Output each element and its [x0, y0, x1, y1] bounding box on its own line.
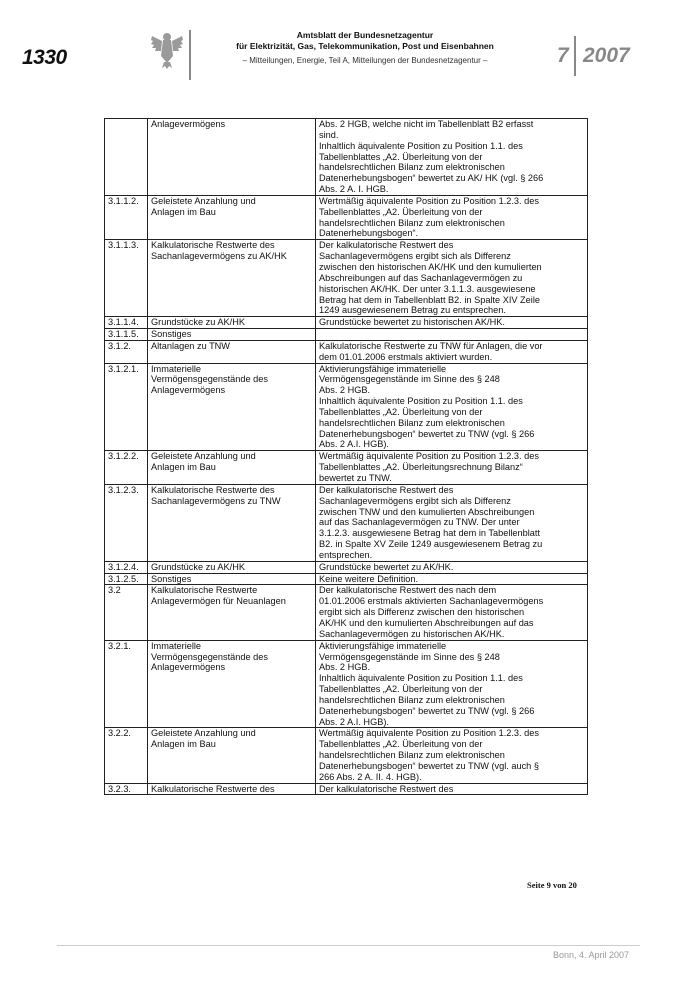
- definition-line: Abs. 2 A.I. HGB).: [319, 439, 389, 450]
- item-line: Kalkulatorische Restwerte des: [151, 240, 275, 251]
- row-definition: [316, 585, 588, 640]
- item-line: Anlagen im Bau: [151, 462, 216, 473]
- row-definition: [316, 240, 588, 317]
- item-line: Sonstiges: [151, 329, 192, 340]
- definition-line: Der kalkulatorische Restwert des: [319, 484, 454, 495]
- definition-line: Abs. 2 HGB, welche nicht im Tabellenblatt B2 erfasst: [319, 119, 534, 129]
- issue-year: 2007: [583, 44, 630, 67]
- item-line: Kalkulatorische Restwerte des: [151, 783, 275, 794]
- definition-line: Aktivierungsfähige immaterielle: [319, 640, 447, 651]
- row-definition: [316, 119, 588, 196]
- row-definition: [316, 329, 588, 341]
- row-item: [148, 728, 316, 783]
- definitions-table: [104, 118, 588, 795]
- item-line: Immaterielle: [151, 363, 202, 374]
- definition-line: Inhaltlich äquivalente Position zu Position 1.1. des: [319, 396, 523, 407]
- row-definition: [316, 573, 588, 585]
- row-definition: [316, 195, 588, 239]
- table-row: [105, 484, 588, 561]
- row-number: 3.1.2.: [105, 340, 148, 363]
- definition-line: Sachanlagevermögens ergibt sich als Differenz: [319, 495, 511, 506]
- definition-line: ergibt sich als Differenz zwischen den historischen: [319, 607, 525, 618]
- row-number: 3.1.1.4.: [105, 317, 148, 329]
- definition-line: Datenerhebungsbogen“ bewertet zu TNW (vgl. § 266: [319, 428, 535, 439]
- row-number: 3.1.2.3.: [105, 484, 148, 561]
- item-line: Sonstiges: [151, 573, 192, 584]
- table-row: [105, 561, 588, 573]
- table-row: [105, 640, 588, 728]
- definition-line: Kalkulatorische Restwerte zu TNW für Anlagen, die vor: [319, 340, 543, 351]
- table-row: [105, 329, 588, 341]
- definition-line: Abs. 2 A.I. HGB).: [319, 716, 389, 727]
- item-line: Vermögensgegenstände des: [151, 651, 268, 662]
- row-definition: [316, 451, 588, 485]
- item-line: Kalkulatorische Restwerte: [151, 585, 258, 596]
- federal-eagle-icon: [150, 30, 184, 70]
- table-row: [105, 363, 588, 451]
- table-row: [105, 317, 588, 329]
- definition-line: Wertmäßig äquivalente Position zu Position 1.2.3. des: [319, 195, 539, 206]
- row-number: 3.1.1.5.: [105, 329, 148, 341]
- definition-line: Sachanlagevermögen zu historischen AK/HK.: [319, 628, 505, 639]
- definition-line: Wertmäßig äquivalente Position zu Position 1.2.3. des: [319, 451, 539, 462]
- definition-line: Abschreibungen auf das Sachanlagevermögen zu: [319, 272, 523, 283]
- row-item: [148, 585, 316, 640]
- definition-line: B2. in Spalte XV Zeile 1249 ausgewiesenem Betrag zu: [319, 539, 543, 550]
- row-definition: [316, 640, 588, 728]
- gazette-title: Amtsblatt der Bundesnetzagentur: [296, 30, 434, 40]
- item-line: Kalkulatorische Restwerte des: [151, 484, 275, 495]
- item-line: Geleistete Anzahlung und: [151, 195, 256, 206]
- row-item: [148, 329, 316, 341]
- definition-line: Tabellenblattes „A2. Überleitung von der: [319, 151, 483, 162]
- definition-line: Inhaltlich äquivalente Position zu Position 1.1. des: [319, 140, 523, 151]
- issue-divider: [574, 36, 576, 76]
- row-number: 3.1.1.3.: [105, 240, 148, 317]
- definition-line: Datenerhebungsbogen“ bewertet zu TNW (vgl. auch §: [319, 760, 539, 771]
- definition-line: handelsrechtlichen Bilanz zum elektronischen: [319, 162, 505, 173]
- row-number: 3.1.2.5.: [105, 573, 148, 585]
- definition-line: entsprechen.: [319, 549, 373, 560]
- row-definition: [316, 317, 588, 329]
- item-line: Sachanlagevermögens zu TNW: [151, 495, 281, 506]
- row-item: [148, 195, 316, 239]
- row-number: 3.1.2.4.: [105, 561, 148, 573]
- row-item: [148, 561, 316, 573]
- definition-line: Datenerhebungsbogen“ bewertet zu TNW (vgl. § 266: [319, 705, 535, 716]
- definition-line: AK/HK und den kumulierten Abschreibungen auf das: [319, 617, 534, 628]
- definition-line: 3.1.2.3. ausgewiesene Betrag hat dem in Tabellenblatt: [319, 528, 540, 539]
- item-line: Anlagevermögens: [151, 385, 226, 396]
- row-definition: [316, 783, 588, 795]
- footer-date: Bonn, 4. April 2007: [553, 950, 630, 960]
- row-item: [148, 451, 316, 485]
- definition-line: Inhaltlich äquivalente Position zu Position 1.1. des: [319, 673, 523, 684]
- definition-line: sind.: [319, 129, 339, 140]
- table-row: [105, 340, 588, 363]
- row-definition: [316, 484, 588, 561]
- item-line: Grundstücke zu AK/HK: [151, 317, 245, 328]
- definition-line: Wertmäßig äquivalente Position zu Position 1.2.3. des: [319, 728, 539, 739]
- row-definition: [316, 561, 588, 573]
- page-number: 1330: [22, 46, 67, 69]
- table-row: [105, 451, 588, 485]
- issue-number: 7: [557, 44, 569, 67]
- definition-line: Keine weitere Definition.: [319, 573, 419, 584]
- definition-line: Tabellenblattes „A2. Überleitung von der: [319, 206, 483, 217]
- item-line: Geleistete Anzahlung und: [151, 451, 256, 462]
- definition-line: Sachanlagevermögens ergibt sich als Differenz: [319, 251, 511, 262]
- definition-line: bewertet zu TNW.: [319, 473, 392, 483]
- table-row: [105, 783, 588, 795]
- row-item: [148, 240, 316, 317]
- definition-line: handelsrechtlichen Bilanz zum elektronischen: [319, 694, 505, 705]
- definition-line: handelsrechtlichen Bilanz zum elektronischen: [319, 217, 505, 228]
- definition-line: Aktivierungsfähige immaterielle: [319, 363, 447, 374]
- definition-line: Vermögensgegenstände im Sinne des § 248: [319, 651, 500, 662]
- definition-line: Datenerhebungsbogen“ bewertet zu AK/ HK (vgl. § 266: [319, 173, 544, 184]
- definition-line: handelsrechtlichen Bilanz zum elektronischen: [319, 417, 505, 428]
- item-line: Immaterielle: [151, 640, 202, 651]
- definition-line: Der kalkulatorische Restwert des: [319, 783, 454, 794]
- definition-line: zwischen den historischen AK/HK und den kumulierten: [319, 261, 542, 272]
- item-line: Anlagen im Bau: [151, 206, 216, 217]
- gazette-title-line2: für Elektrizität, Gas, Telekommunikation, Post und Eisenbahnen: [236, 41, 494, 51]
- row-number: 3.1.2.1.: [105, 363, 148, 451]
- row-number: 3.1.2.2.: [105, 451, 148, 485]
- definition-line: dem 01.01.2006 erstmals aktiviert wurden.: [319, 351, 493, 362]
- row-item: [148, 317, 316, 329]
- item-line: Anlagevermögen für Neuanlagen: [151, 596, 286, 607]
- definition-line: Grundstücke bewertet zu AK/HK.: [319, 561, 454, 572]
- header-divider: [189, 30, 191, 80]
- row-definition: [316, 363, 588, 451]
- table-row: [105, 573, 588, 585]
- row-item: [148, 783, 316, 795]
- row-item: [148, 119, 316, 196]
- item-line: Altanlagen zu TNW: [151, 340, 230, 351]
- definition-line: Tabellenblattes „A2. Überleitung von der: [319, 684, 483, 695]
- definition-line: 266 Abs. 2 A. II. 4. HGB).: [319, 771, 422, 782]
- item-line: Sachanlagevermögens zu AK/HK: [151, 251, 287, 262]
- definition-line: 01.01.2006 erstmals aktivierten Sachanlagevermögens: [319, 596, 544, 607]
- table-row: [105, 240, 588, 317]
- gazette-subtitle: – Mitteilungen, Energie, Teil A, Mitteilungen der Bundesnetzagentur –: [242, 56, 488, 65]
- item-line: Anlagevermögens: [151, 662, 226, 673]
- row-number: 3.2: [105, 585, 148, 640]
- row-item: [148, 640, 316, 728]
- definition-line: Tabellenblattes „A2. Überleitung von der: [319, 406, 483, 417]
- definition-line: zwischen TNW und den kumulierten Abschreibungen: [319, 506, 535, 517]
- item-line: Anlagevermögens: [151, 119, 226, 129]
- definition-line: Abs. 2 A. I. HGB.: [319, 184, 389, 195]
- footer-divider: [57, 945, 640, 946]
- definition-line: 1249 ausgewiesenem Betrag zu entsprechen.: [319, 305, 506, 316]
- row-item: [148, 573, 316, 585]
- table-row: [105, 728, 588, 783]
- table-row: [105, 585, 588, 640]
- table-row: [105, 119, 588, 196]
- item-line: Vermögensgegenstände des: [151, 374, 268, 385]
- item-line: Grundstücke zu AK/HK: [151, 561, 245, 572]
- definition-line: historischen AK/HK. Der unter 3.1.1.3. ausgewiesene: [319, 283, 536, 294]
- definition-line: Tabellenblattes „A2. Überleitung von der: [319, 739, 483, 750]
- definition-line: Abs. 2 HGB.: [319, 385, 371, 396]
- row-number: 3.2.2.: [105, 728, 148, 783]
- item-line: Anlagen im Bau: [151, 739, 216, 750]
- row-number: [105, 119, 148, 196]
- definition-line: Vermögensgegenstände im Sinne des § 248: [319, 374, 500, 385]
- row-definition: [316, 728, 588, 783]
- definition-line: Abs. 2 HGB.: [319, 662, 371, 673]
- item-line: Geleistete Anzahlung und: [151, 728, 256, 739]
- definition-line: Der kalkulatorische Restwert des: [319, 240, 454, 251]
- row-number: 3.2.1.: [105, 640, 148, 728]
- row-item: [148, 484, 316, 561]
- row-item: [148, 340, 316, 363]
- definition-line: Tabellenblattes „A2. Überleitungsrechnung Bilanz“: [319, 462, 523, 473]
- definition-line: Der kalkulatorische Restwert des nach dem: [319, 585, 497, 596]
- definition-line: Grundstücke bewertet zu historischen AK/HK.: [319, 317, 505, 328]
- row-number: 3.2.3.: [105, 783, 148, 795]
- page-count: Seite 9 von 20: [527, 880, 577, 890]
- table-row: [105, 195, 588, 239]
- row-item: [148, 363, 316, 451]
- definition-line: auf das Sachanlagevermögen zu TNW. Der unter: [319, 517, 520, 528]
- definition-line: [319, 329, 584, 340]
- row-definition: [316, 340, 588, 363]
- definition-line: handelsrechtlichen Bilanz zum elektronischen: [319, 750, 505, 761]
- row-number: 3.1.1.2.: [105, 195, 148, 239]
- definition-line: Betrag hat dem in Tabellenblatt B2. in Spalte XIV Zeile: [319, 294, 540, 305]
- definition-line: Datenerhebungsbogen“.: [319, 228, 419, 239]
